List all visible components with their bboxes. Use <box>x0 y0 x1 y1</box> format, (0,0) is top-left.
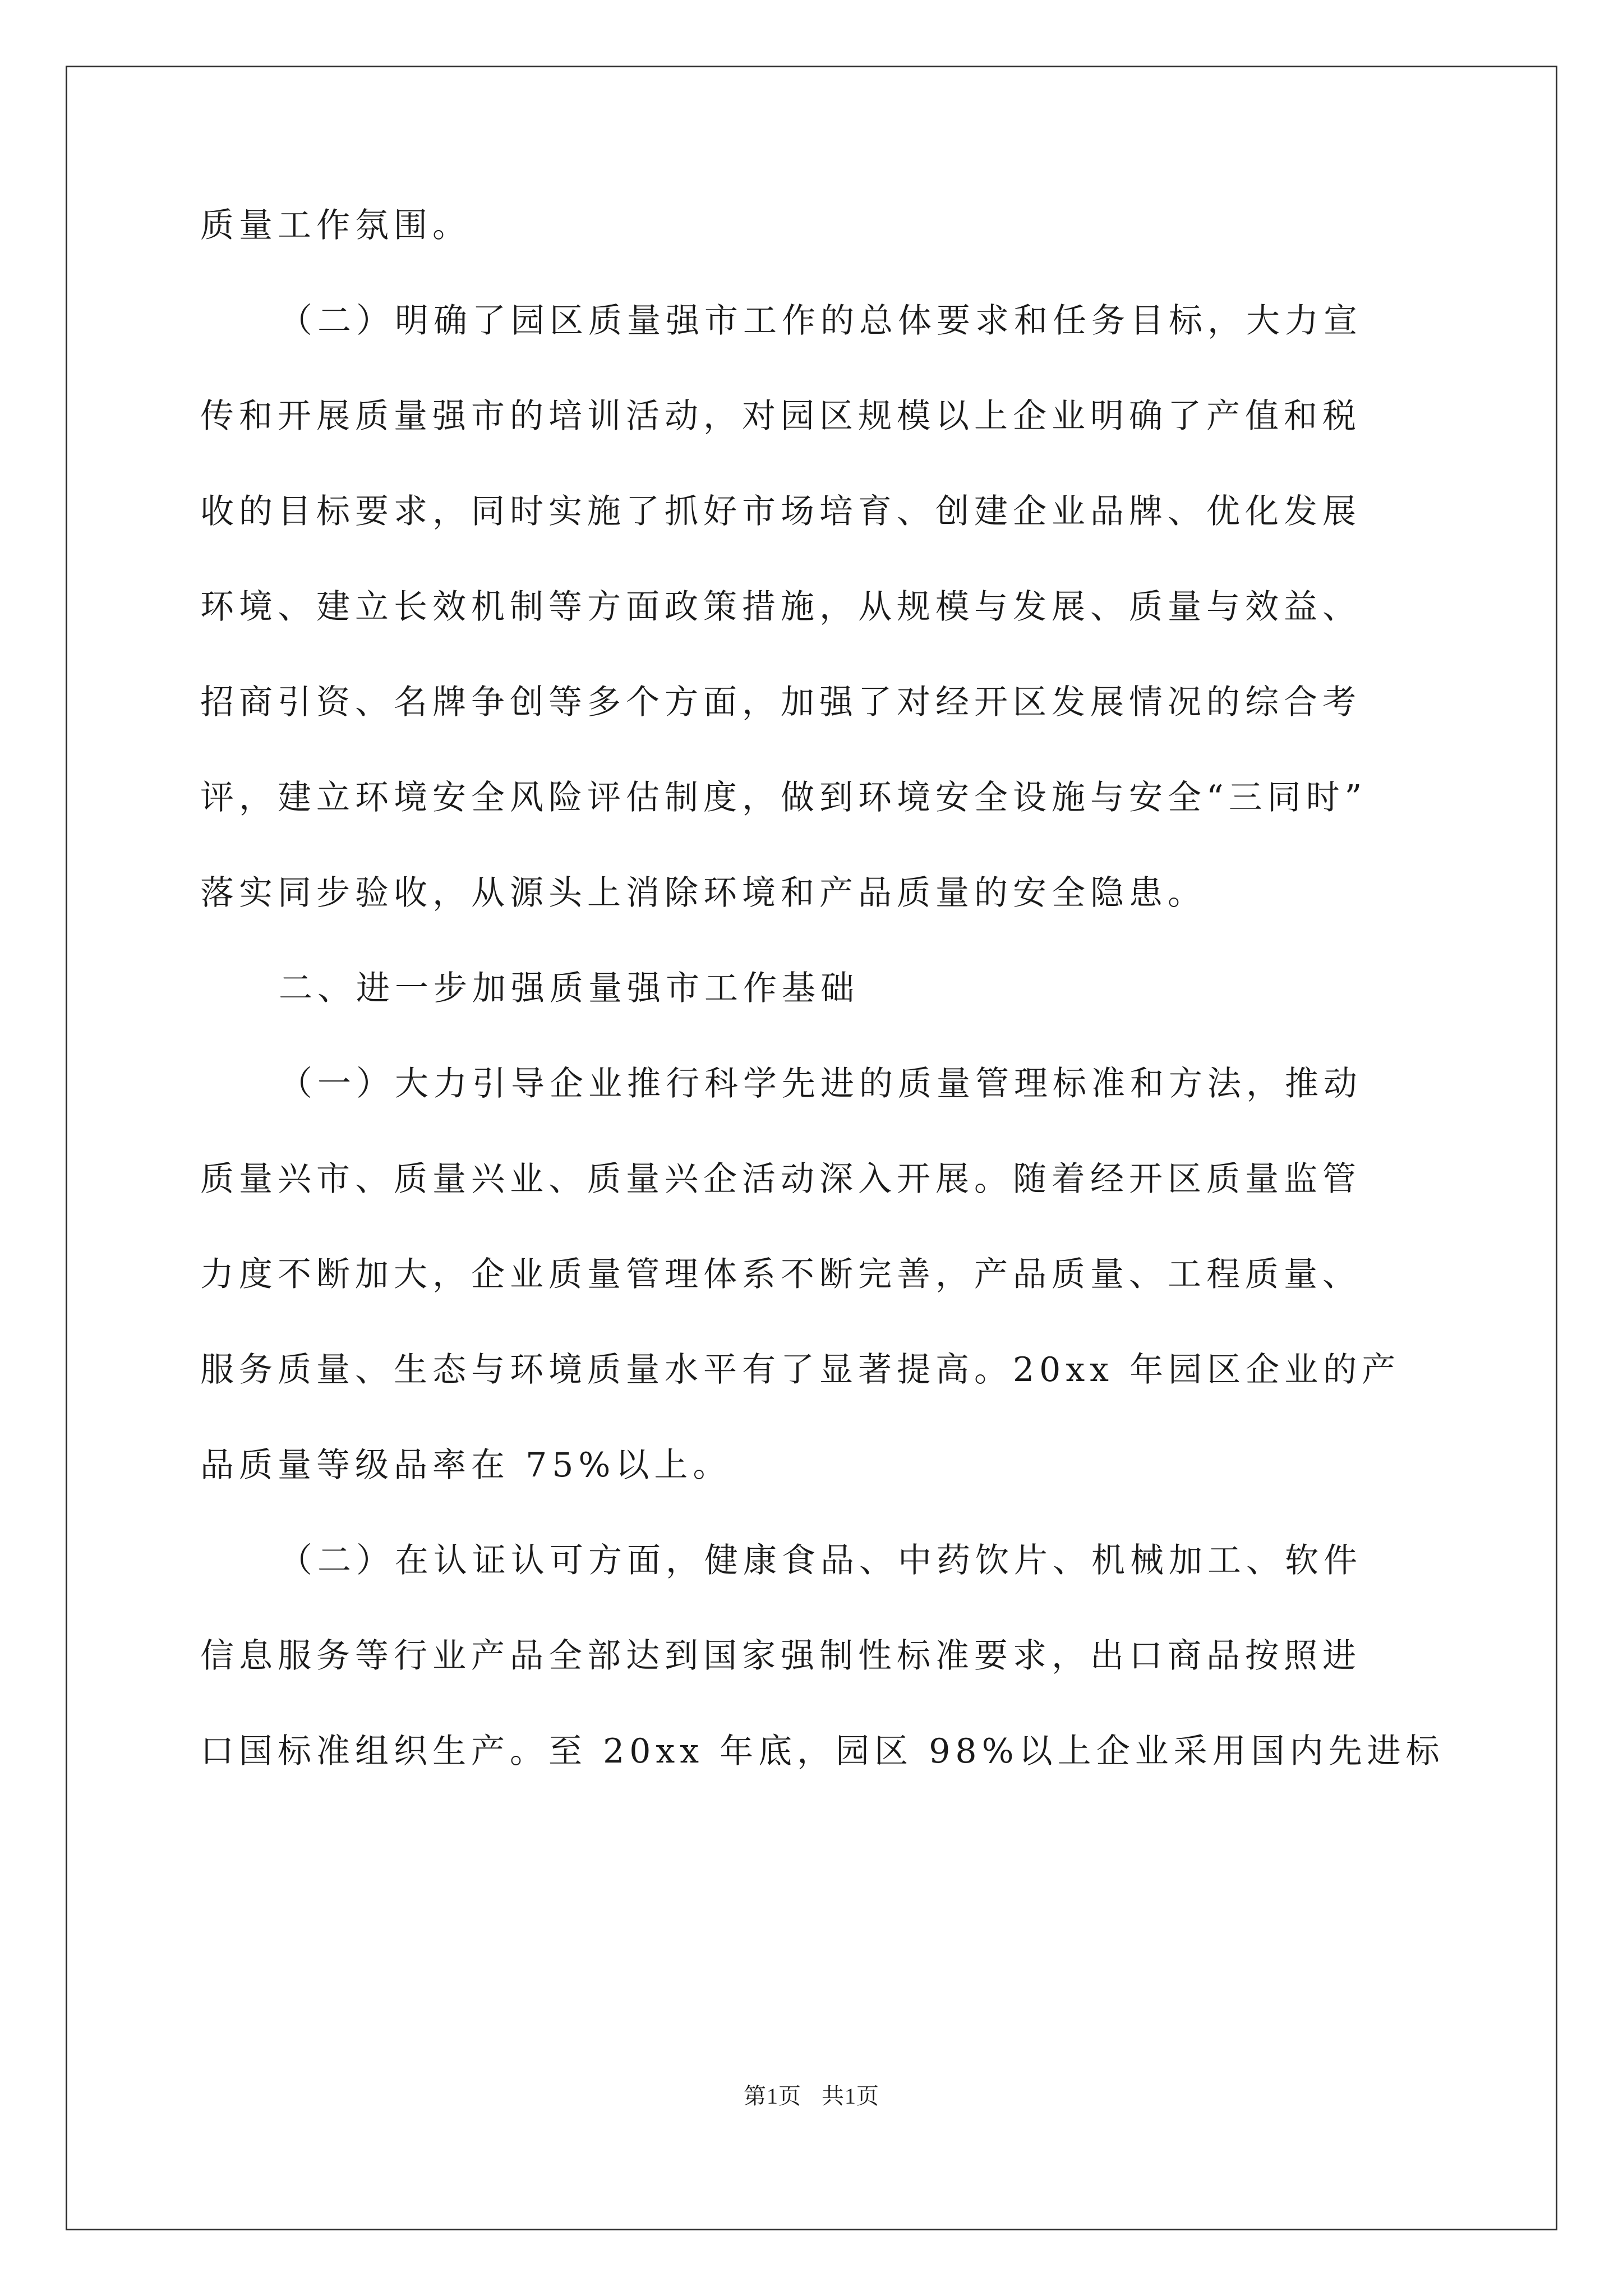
total-pages: 共1页 <box>822 2083 879 2109</box>
text-line: （二）明确了园区质量强市工作的总体要求和任务目标，大力宣 <box>279 301 1362 341</box>
text-line: 传和开展质量强市的培训活动，对园区规模以上企业明确了产值和税 <box>200 397 1361 436</box>
text-line: 质量兴市、质量兴业、质量兴企活动深入开展。随着经开区质量监管 <box>200 1159 1361 1199</box>
section-heading: 二、进一步加强质量强市工作基础 <box>279 969 859 1008</box>
text-line: 信息服务等行业产品全部达到国家强制性标准要求，出口商品按照进 <box>200 1636 1361 1676</box>
text-line: （一）大力引导企业推行科学先进的质量管理标准和方法，推动 <box>279 1064 1362 1103</box>
text-line: 力度不断加大，企业质量管理体系不断完善，产品质量、工程质量、 <box>200 1255 1361 1294</box>
text-line: 收的目标要求，同时实施了抓好市场培育、创建企业品牌、优化发展 <box>200 492 1361 531</box>
page-footer <box>0 2082 1623 2110</box>
page-number: 第1页 <box>744 2083 801 2109</box>
text-line: 评，建立环境安全风险评估制度，做到环境安全设施与安全“三同时” <box>200 778 1367 817</box>
page-border <box>66 66 1557 2230</box>
text-line: 服务质量、生态与环境质量水平有了显著提高。20xx 年园区企业的产 <box>200 1350 1401 1389</box>
text-line: 口国标准组织生产。至 20xx 年底，园区 98%以上企业采用国内先进标 <box>200 1732 1445 1771</box>
text-line: 落实同步验收，从源头上消除环境和产品质量的安全隐患。 <box>200 873 1206 913</box>
text-line: 环境、建立长效机制等方面政策措施，从规模与发展、质量与效益、 <box>200 587 1361 627</box>
text-line: 招商引资、名牌争创等多个方面，加强了对经开区发展情况的综合考 <box>200 683 1361 722</box>
text-line: 质量工作氛围。 <box>200 206 471 245</box>
text-line: 品质量等级品率在 75%以上。 <box>200 1446 732 1485</box>
text-line: （二）在认证认可方面，健康食品、中药饮片、机械加工、软件 <box>279 1541 1362 1580</box>
